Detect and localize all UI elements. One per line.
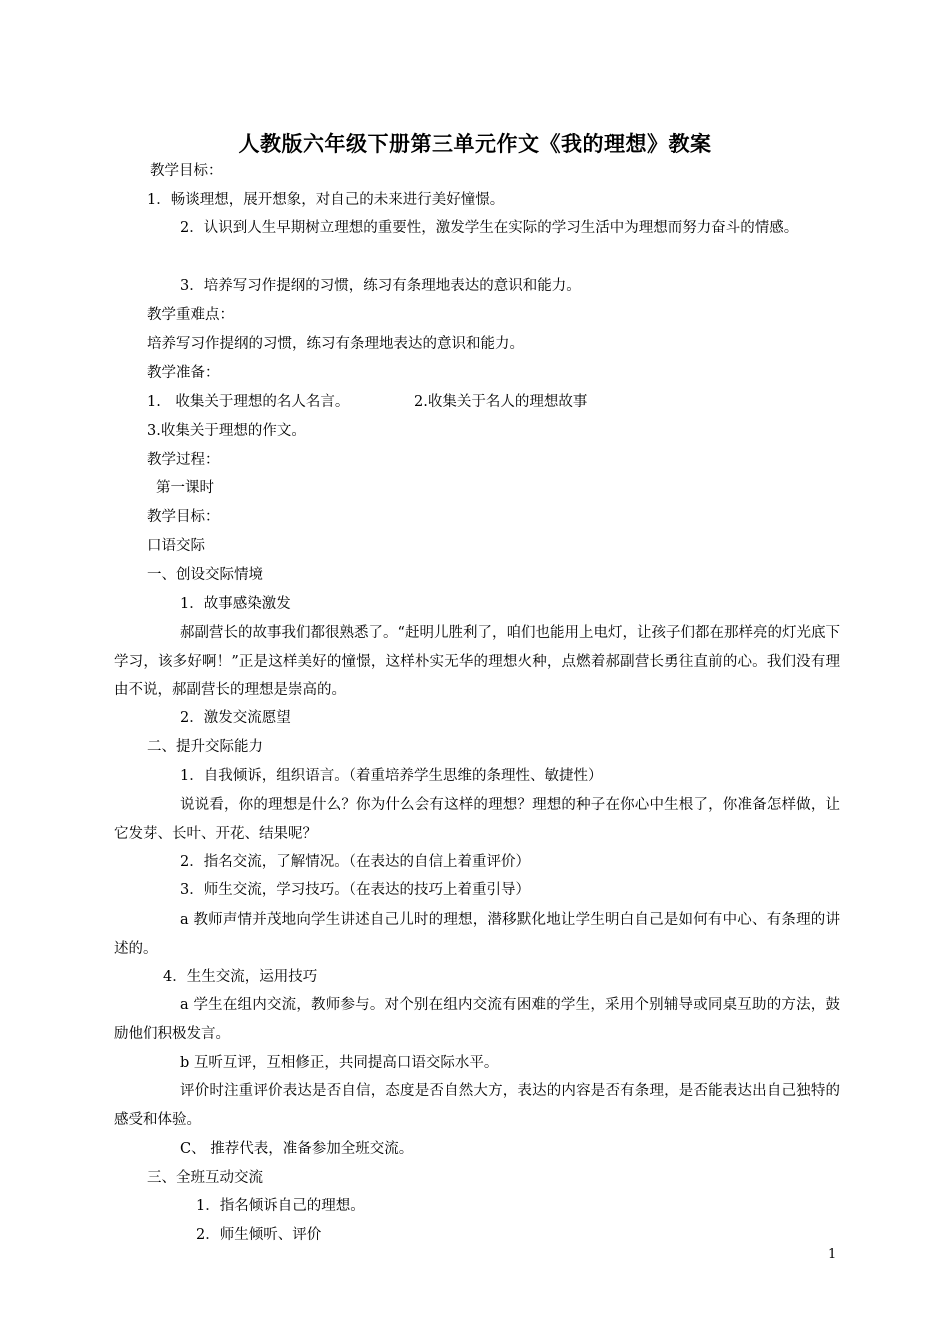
section-heading-lesson-goals: 教学目标： [147,509,220,525]
section-heading-process: 教学过程： [147,452,220,468]
part-two-step-4: 4．生生交流，运用技巧 [163,969,318,985]
preparation-item-2: 2.收集关于名人的理想故事 [414,394,588,410]
goal-item-1: 1．畅谈理想，展开想象，对自己的未来进行美好憧憬。 [147,192,505,208]
section-heading-key-points: 教学重难点： [147,307,234,323]
part-one-step-1: 1．故事感染激发 [180,596,291,612]
page-number: 1 [828,1247,837,1262]
story-paragraph: 郝副营长的故事我们都很熟悉了。“赶明儿胜利了，咱们也能用上电灯，让孩子们都在那样亮的灯光底下学习，该多好啊！”正是这样美好的憧憬，这样朴实无华的理想火种，点燃着郝副营长勇往直前的心。我们没有理由不说，郝副营长的理想是崇高的。 [114,625,840,698]
preparation-item-1: 1. 收集关于理想的名人名言。 [147,394,350,410]
part-one-heading: 一、创设交际情境 [147,567,263,583]
key-points-text: 培养写习作提纲的习惯，练习有条理地表达的意识和能力。 [147,336,524,352]
part-two-step-2: 2．指名交流，了解情况。（在表达的自信上着重评价） [180,854,530,870]
evaluation-paragraph: 评价时注重评价表达是否自信，态度是否自然大方，表达的内容是否有条理，是否能表达出自己独特的感受和体验。 [114,1083,840,1128]
lesson-label: 第一课时 [156,480,214,496]
part-three-step-1: 1．指名倾诉自己的理想。 [196,1198,365,1214]
part-three-heading: 三、全班互动交流 [147,1170,263,1186]
lesson-topic: 口语交际 [147,538,205,554]
section-heading-teaching-goals: 教学目标： [150,163,223,179]
self-talk-paragraph: 说说看，你的理想是什么？你为什么会有这样的理想？理想的种子在你心中生根了，你准备怎样做，让它发芽、长叶、开花、结果呢？ [114,797,840,842]
preparation-item-3: 3.收集关于理想的作文。 [147,423,306,439]
section-heading-preparation: 教学准备： [147,365,220,381]
peer-review-line: b 互听互评，互相修正，共同提高口语交际水平。 [180,1055,499,1071]
part-three-step-2: 2．师生倾听、评价 [196,1227,322,1243]
representative-line: C、 推荐代表，准备参加全班交流。 [180,1141,414,1157]
goal-item-2: 2．认识到人生早期树立理想的重要性，激发学生在实际的学习生活中为理想而努力奋斗的情感。 [180,220,799,236]
part-one-step-2: 2．激发交流愿望 [180,710,291,726]
group-exchange-paragraph: a 学生在组内交流，教师参与。对个别在组内交流有困难的学生，采用个别辅导或同桌互助的方法，鼓励他们积极发言。 [114,997,840,1042]
part-two-heading: 二、提升交际能力 [147,739,263,755]
goal-item-3: 3．培养写习作提纲的习惯，练习有条理地表达的意识和能力。 [180,278,581,294]
teacher-demo-paragraph: a 教师声情并茂地向学生讲述自己儿时的理想，潜移默化地让学生明白自己是如何有中心、有条理的讲述的。 [114,912,840,957]
part-two-step-3: 3．师生交流，学习技巧。（在表达的技巧上着重引导） [180,882,530,898]
part-two-step-1: 1．自我倾诉，组织语言。（着重培养学生思维的条理性、敏捷性） [180,768,603,784]
document-title: 人教版六年级下册第三单元作文《我的理想》教案 [238,131,712,156]
